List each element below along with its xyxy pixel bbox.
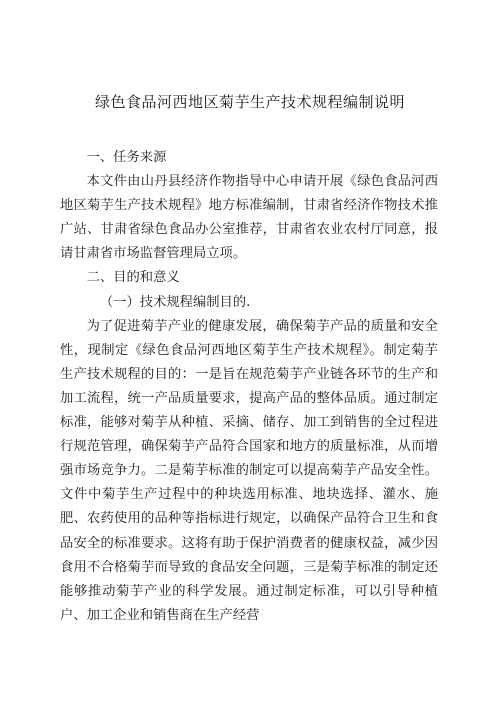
- document-title: 绿色食品河西地区菊芋生产技术规程编制说明: [94, 93, 405, 111]
- section-subheading: （一）技术规程编制目的.: [99, 294, 251, 310]
- section-paragraph: 本文件由山丹县经济作物指导中心申请开展《绿色食品河西地区菊芋生产技术规程》地方标准编制，甘肃省经济作物技术推广站、甘肃省绿色食品办公室推荐，甘肃省农业农村厅同意，报请甘肃省市场监督管理局立项。: [60, 174, 438, 262]
- section-heading: 一、任务来源: [86, 150, 167, 165]
- document-body: [60, 146, 438, 628]
- section-paragraph: 为了促进菊芋产业的健康发展，确保菊芋产品的质量和安全性，现制定《绿色食品河西地区菊芋生产技术规程》。制定菊芋生产技术规程的目的：一是旨在规范菊芋产业链各环节的生产和加工流程，统一产品质量要求，提高产品的整体品质。通过制定标准，能够对菊芋从种植、采摘、储存、加工到销售的全过程进行规范管理，确保菊芋产品符合国家和地方的质量标准，从而增强市场竞争力。二是菊芋标准的制定可以提高菊芋产品安全性。文件中菊芋生产过程中的种块选用标准、地块选择、灌水、施肥、农药使用的品种等指标进行规定，以确保产品符合卫生和食品安全的标准要求。这将有助于保护消费者的健康权益，减少因食用不合格菊芋而导致的食品安全问题，三是菊芋标准的制定还能够推动菊芋产业的科学发展。通过制定标准，可以引导种植户、加工企业和销售商在生产经营: [60, 318, 438, 623]
- section-heading: 二、目的和意义: [86, 270, 180, 286]
